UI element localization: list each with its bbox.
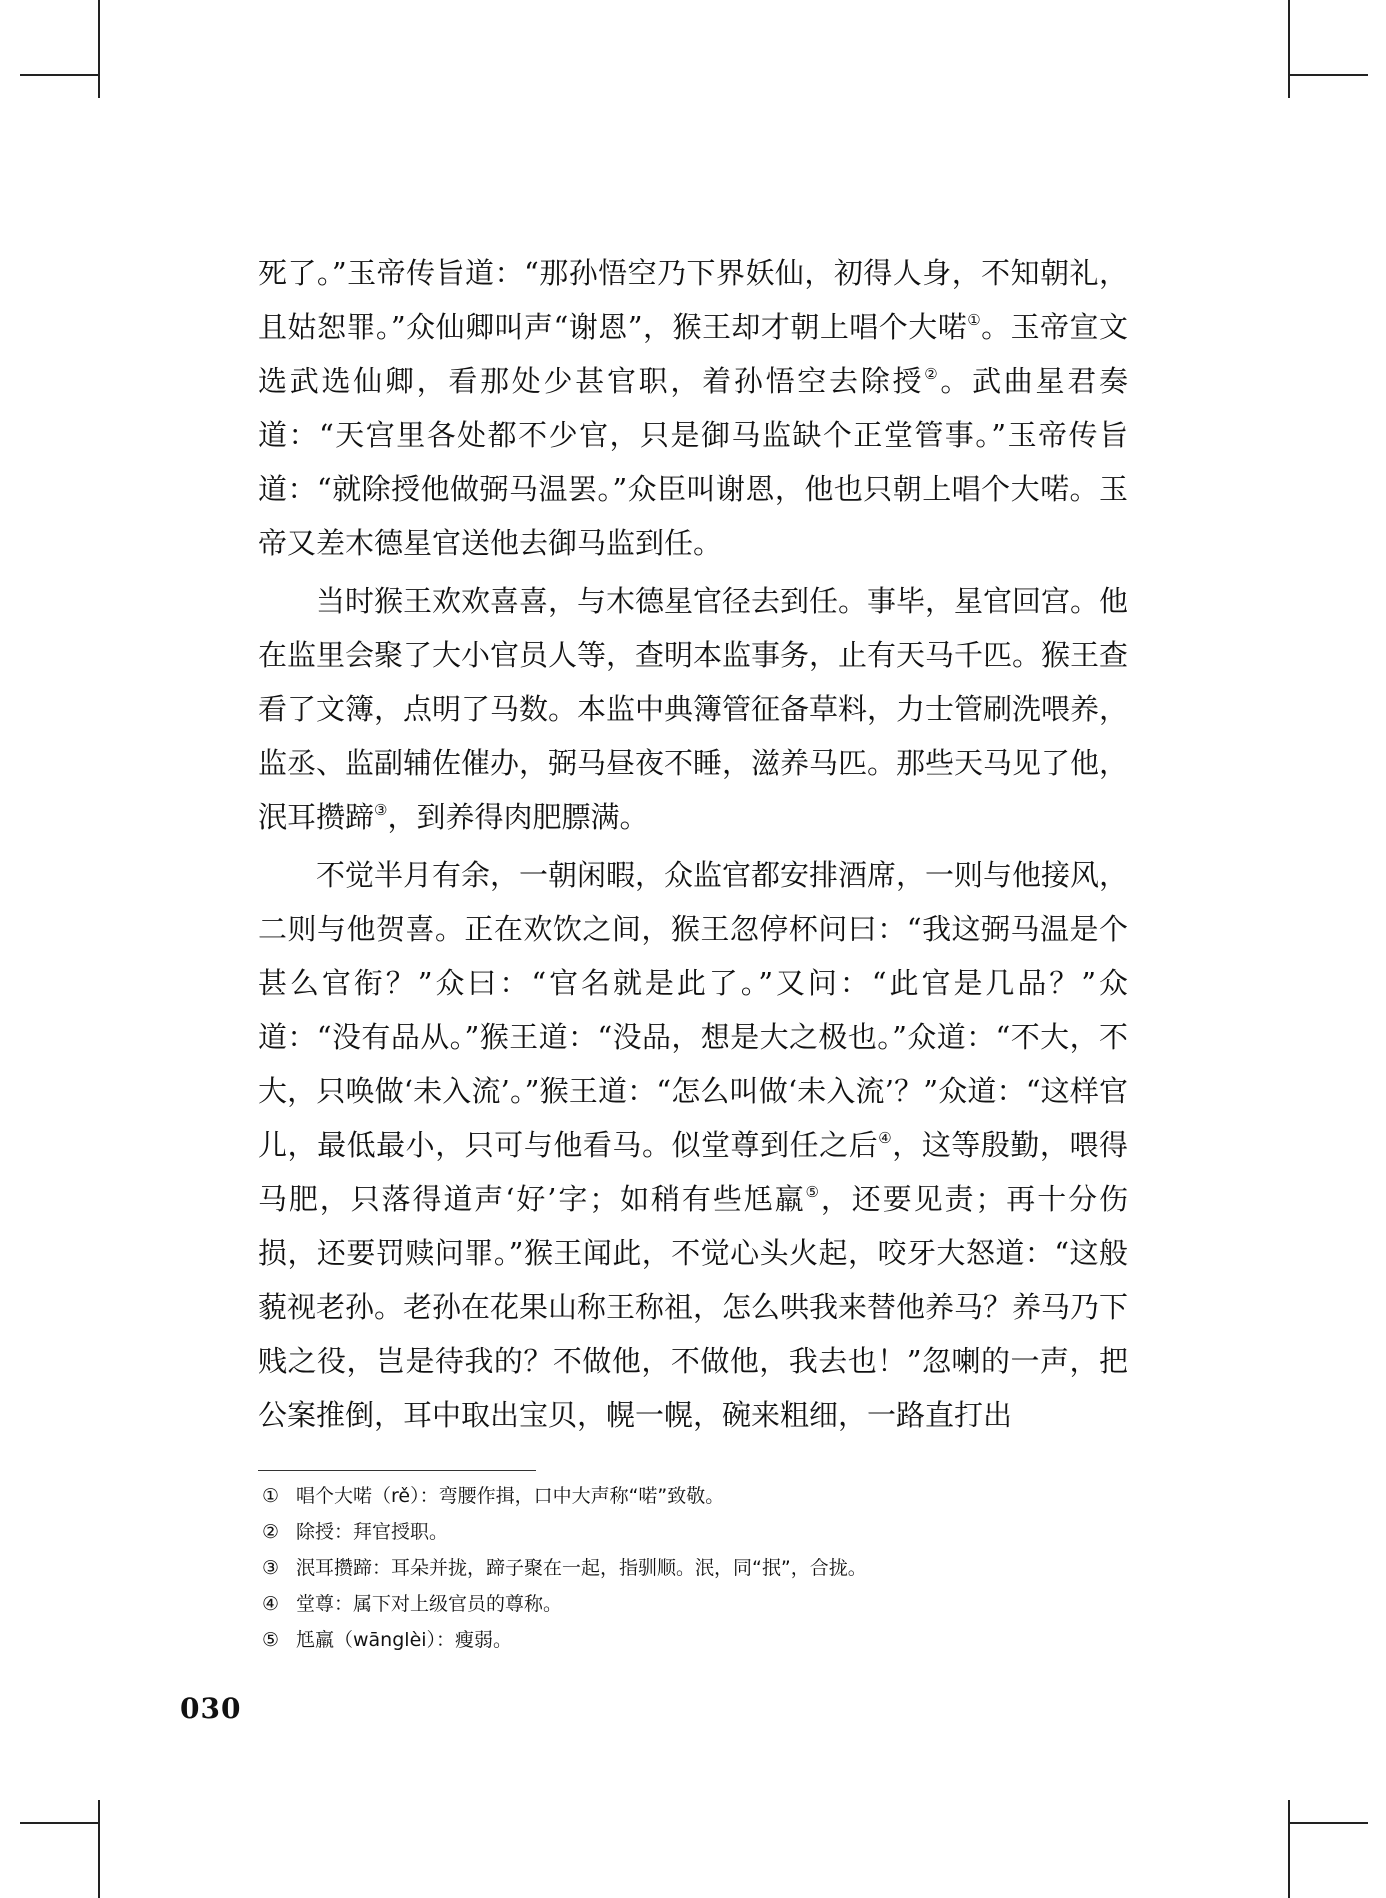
crop-mark-bottom-left-horizontal xyxy=(20,1822,98,1824)
paragraph xyxy=(258,848,1128,1442)
footnote-item xyxy=(262,1514,1122,1550)
footnote-item xyxy=(262,1622,1122,1658)
footnote-ref: ③ xyxy=(374,801,388,819)
footnote-item xyxy=(262,1586,1122,1622)
footnote-mark: ④ xyxy=(262,1593,280,1615)
text-run: ，这等殷勤，喂得马肥，只落得道声‘好’字；如稍有些尪羸 xyxy=(258,1128,1128,1216)
footnote-text: 除授：拜官授职。 xyxy=(296,1521,449,1543)
paragraph xyxy=(258,246,1128,570)
footnote-ref: ④ xyxy=(878,1129,893,1147)
footnote-mark: ② xyxy=(262,1521,280,1543)
footnote-mark: ① xyxy=(262,1485,280,1507)
footnote-ref: ② xyxy=(924,365,941,383)
footnote-mark: ③ xyxy=(262,1557,280,1579)
crop-mark-top-right-horizontal xyxy=(1288,74,1368,76)
text-run: 。武曲星君奏道：“天宫里各处都不少官，只是御马监缺个正堂管事。”玉帝传旨道：“就除授他做弼马温罢。”众臣叫谢恩，他也只朝上唱个大喏。玉帝又差木德星官送他去御马监到任。 xyxy=(258,364,1128,560)
text-run: 不觉半月有余，一朝闲暇，众监官都安排酒席，一则与他接风，二则与他贺喜。正在欢饮之间，猴王忽停杯问曰：“我这弼马温是个甚么官衔？”众曰：“官名就是此了。”又问：“此官是几品？”众道：“没有品从。”猴王道：“没品，想是大之极也。”众道：“不大，不大，只唤做‘未入流’。”猴王道：“怎么叫做‘未入流’？”众道：“这样官儿，最低最小，只可与他看马。似堂尊到任之后 xyxy=(258,858,1129,1162)
crop-mark-bottom-left-vertical xyxy=(98,1800,100,1898)
footnote-text: 尪羸（wānglèi）：瘦弱。 xyxy=(296,1629,513,1651)
text-run: ，还要见责；再十分伤损，还要罚赎问罪。”猴王闻此，不觉心头火起，咬牙大怒道：“这般藐视老孙。老孙在花果山称王称祖，怎么哄我来替他养马？养马乃下贱之役，岂是待我的？不做他，不做他，我去也！”忽喇的一声，把公案推倒，耳中取出宝贝，幌一幌，碗来粗细，一路直打出 xyxy=(258,1182,1129,1432)
crop-mark-bottom-right-vertical xyxy=(1288,1800,1290,1898)
text-run: 当时猴王欢欢喜喜，与木德星官径去到任。事毕，星官回宫。他在监里会聚了大小官员人等，查明本监事务，止有天马千匹。猴王查看了文簿，点明了马数。本监中典簿管征备草料，力士管刷洗喂养，监丞、监副辅佐催办，弼马昼夜不睡，滋养马匹。那些天马见了他，泯耳攒蹄 xyxy=(258,584,1129,834)
footnote-text: 唱个大喏（rě）：弯腰作揖，口中大声称“喏”致敬。 xyxy=(296,1485,725,1507)
footnote-mark: ⑤ xyxy=(262,1629,280,1651)
footnote-text: 泯耳攒蹄：耳朵并拢，蹄子聚在一起，指驯顺。泯，同“抿”，合拢。 xyxy=(296,1557,867,1579)
text-run: 。玉帝宣文选武选仙卿，看那处少甚官职，着孙悟空去除授 xyxy=(258,310,1128,398)
crop-mark-top-left-horizontal xyxy=(20,74,98,76)
text-run: ，到养得肉肥膘满。 xyxy=(387,800,649,834)
footnote-text: 堂尊：属下对上级官员的尊称。 xyxy=(296,1593,563,1615)
crop-mark-top-left-vertical xyxy=(98,0,100,98)
footnote-item xyxy=(262,1550,1122,1586)
paragraph xyxy=(258,574,1128,844)
footnote-separator xyxy=(258,1470,536,1471)
page-number: 030 xyxy=(180,1692,242,1725)
crop-mark-top-right-vertical xyxy=(1288,0,1290,98)
text-run: 死了。”玉帝传旨道：“那孙悟空乃下界妖仙，初得人身，不知朝礼，且姑恕罪。”众仙卿叫声“谢恩”，猴王却才朝上唱个大喏 xyxy=(258,256,1128,344)
footnote-ref: ① xyxy=(967,311,982,329)
crop-mark-bottom-right-horizontal xyxy=(1288,1822,1368,1824)
body-text xyxy=(258,246,1128,1446)
footnote-item xyxy=(262,1478,1122,1514)
footnote-ref: ⑤ xyxy=(805,1183,821,1201)
footnotes xyxy=(262,1478,1122,1658)
